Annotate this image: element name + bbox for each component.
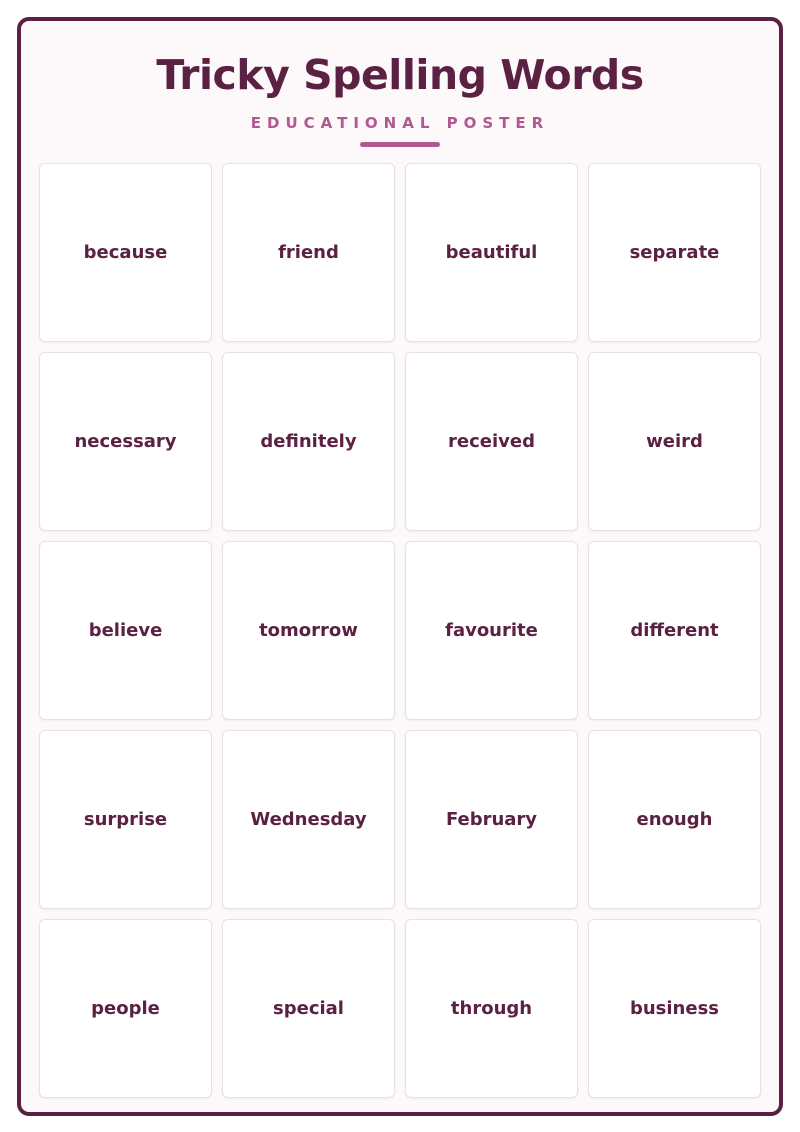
word-card <box>588 919 761 1098</box>
word-card <box>222 352 395 531</box>
word-card <box>222 919 395 1098</box>
word-label: different <box>630 620 719 641</box>
word-label: definitely <box>260 431 357 452</box>
word-card <box>405 541 578 720</box>
word-label: believe <box>88 620 163 641</box>
word-label: enough <box>636 809 713 830</box>
word-card <box>39 919 212 1098</box>
word-card <box>222 541 395 720</box>
word-label: special <box>273 998 344 1019</box>
word-card <box>405 352 578 531</box>
word-card <box>405 919 578 1098</box>
word-card <box>588 730 761 909</box>
word-label: friend <box>278 242 339 263</box>
word-label: Wednesday <box>250 809 367 830</box>
word-card <box>39 541 212 720</box>
word-label: necessary <box>74 431 177 452</box>
word-label: received <box>448 431 535 452</box>
word-label: beautiful <box>445 242 538 263</box>
word-label: separate <box>629 242 720 263</box>
poster-title: Tricky Spelling Words <box>156 51 644 99</box>
title-divider <box>360 142 440 147</box>
word-card <box>222 730 395 909</box>
word-label: through <box>450 998 533 1019</box>
word-label: favourite <box>445 620 538 641</box>
word-grid <box>39 163 762 1098</box>
word-card <box>39 352 212 531</box>
word-label: tomorrow <box>259 620 358 641</box>
poster-frame <box>17 17 783 1116</box>
word-card <box>405 730 578 909</box>
word-label: February <box>445 809 538 830</box>
word-card <box>222 163 395 342</box>
word-label: weird <box>646 431 703 452</box>
word-card <box>39 730 212 909</box>
word-label: business <box>629 998 720 1019</box>
word-card <box>588 163 761 342</box>
word-label: people <box>91 998 160 1019</box>
poster-subtitle: EDUCATIONAL POSTER <box>250 114 550 132</box>
word-card <box>39 163 212 342</box>
word-label: surprise <box>83 809 168 830</box>
word-card <box>588 352 761 531</box>
word-card <box>405 163 578 342</box>
word-label: because <box>83 242 168 263</box>
word-card <box>588 541 761 720</box>
